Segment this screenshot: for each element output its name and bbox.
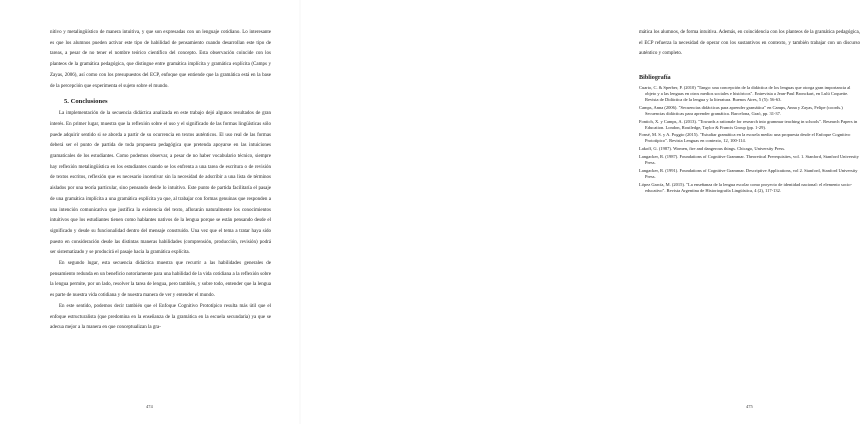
left-text-column xyxy=(50,28,271,334)
bibliography-list xyxy=(639,85,860,194)
paragraph-conclusions-1: La implementación de la secuencia didáctica analizada en este trabajo dejó algunos resultados de gran interés. En primer lugar, muestra que la reflexión sobre el uso y el significado de las formas lingüísticas sólo puede adquirir sentido si se aborda a partir de su ocurrencia en textos auténticos. El uso real de las formas deberá ser el punto de partida de toda propuesta pedagógica que pretenda apoyarse en las intuiciones gramaticales de los estudiantes. Como podemos observar, a pesar de no haber vocabulario técnico, siempre hay reflexión metalingüística en los estudiantes cuando se los enfrenta a una tarea de escritura o de revisión de textos escritos, reflexión que es necesario incentivar sin la necesidad de adscribir a una lista de términos aislados por una teoría particular, sino pensando desde lo intuitivo. Este punto de partida facilitaría el pasaje de una gramática implícita a una gramática explícita ya que, al trabajar con formas genuinas que responden a una intención comunicativa que justifica la existencia del texto, aflorarán naturalmente los conocimientos intuitivos que los estudiantes tienen como hablantes nativos de la lengua porque se están pensando desde el significado y desde su funcionalidad dentro del mensaje construido. Una vez que el tema a tratar haya sido puesto en consideración desde las distintas maneras habilidades (comprensión, producción, revisión) podrá ser sistematizado y se producirá el pasaje hacia la gramática explícita. xyxy=(50,111,271,256)
bibliography-entry: Fonsé, M. S. y A. Poggio (2015). "Estudiar gramática en la escuela media: una propuesta desde el Enfoque Cognitivo Prototípico". Revista Lenguas en contexto, 12, 100-114. xyxy=(639,132,851,144)
section-heading-conclusiones: 5. Conclusiones xyxy=(64,98,108,106)
left-page xyxy=(0,0,300,424)
bibliography-entry: Langacker, R. (1987). Foundations of Cognitive Grammar. Theoretical Prerequisites, vol. 1. Stanford, Stanford University Press. xyxy=(639,154,859,166)
paragraph-conclusions-3: En este sentido, podemos decir también que el Enfoque Cognitivo Prototípico resulta más útil que el enfoque estructuralista (que predomina en la enseñanza de la gramática en la escuela secundaria) ya que se adecua mejor a la manera en que conceptualizan la gra- xyxy=(50,303,271,331)
right-page xyxy=(300,0,860,424)
paragraph-conclusions-2: En segundo lugar, esta secuencia didáctica muestra que recurrir a las habilidades generales de pensamiento redunda en un beneficio notoriamente para una habilidad de la vida cotidiana a la reflexión sobre la lengua permite, por un lado, resolver la tarea de lengua, pero también, y sobre todo, entender que la lengua es parte de nuestra vida cotidiana y de nuestra manera de ver y entender el mundo. xyxy=(50,261,271,299)
paragraph-continuation-right: mática los alumnos, de forma intuitiva. Además, en coincidencia con los planteos de la gramática pedagógica, el ECP refuerza la necesidad de operar con los sustantivos en contexto, y también trabajar con un discurso auténtico y completo. xyxy=(639,30,860,57)
right-text-column xyxy=(639,28,860,196)
page-number-right: 475 xyxy=(746,404,753,409)
page-number-left: 474 xyxy=(146,404,153,409)
bibliography-entry: Lakoff, G. (1987). Women, fire and dangerous things. Chicago, University Press. xyxy=(639,146,786,152)
bibliography-heading: Bibliografía xyxy=(639,74,671,82)
bibliography-entry: López García, M. (2015). "La enseñanza de la lengua escolar como proyecto de identidad nacional: el elemento socio-educativo". Revista Argentina de Historiografía Lingüística, 4 (2), 117-132. xyxy=(639,181,852,193)
bibliography-entry: Cuarto, C. & Sperber, P. (2010) "Tango: una concepción de la didáctica de los lenguas que otorga gran importancia al objeto y a las lenguas en otros medios sociales e históricos". Entrevista a Jean-Paul Bronckart, en Lulú Coquette. Revista de Didáctica de la lengua y la literatura. Buenos Aires, 5 (5): 56-63. xyxy=(639,85,851,102)
bibliography-entry: Langacker, R. (1991). Foundations of Cognitive Grammar. Descriptive Applications, vol 2. Stanford, Stanford University Press. xyxy=(639,167,858,179)
bibliography-entry: Fontich, X. y Camps, A. (2013). "Towards a rationale for research into grammar teaching in schools". Research Papers in Education. London, Routledge, Taylor & Francis Group (pp. 1-29). xyxy=(639,118,858,130)
paragraph-continuation: nitivo y metalingüístico de manera intuitiva, y que son expresadas con un lenguaje cotidiano. Lo interesante es que los alumnos pueden activar este tipo de habilidad de pensamiento cuando desarrollan este tipo de tareas, a pesar de no tener el nombre teórico científico del concepto. Esta observación coincide con los planteos de la gramática pedagógica, que distingue entre gramática implícita y gramática explícita (Camps y Zayas, 2006), así como con los presupuestos del ECP, enfoque que entiende que la gramática está en la base de la percepción que experimenta el sujeto sobre el mundo. xyxy=(50,30,271,89)
bibliography-entry: Camps, Anna (2006). "Secuencias didácticas para aprender gramática" en Camps, Anna y Zayas, Felipe (coords.) Secuencias didácticas para aprender gramática. Barcelona, Graó, pp. 31-37. xyxy=(639,104,843,116)
